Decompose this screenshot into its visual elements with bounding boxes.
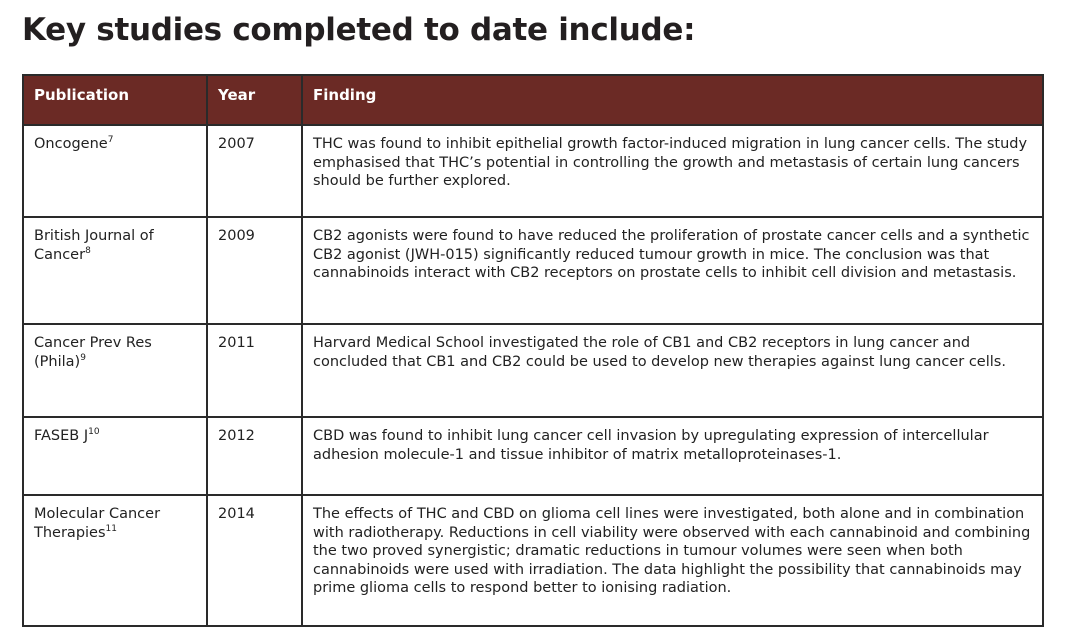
publication-cell [23, 217, 207, 324]
publication-cell [23, 324, 207, 417]
reference-number: 10 [88, 427, 100, 438]
year-cell: 2014 [207, 495, 302, 626]
publication-cell [23, 125, 207, 217]
year-cell: 2009 [207, 217, 302, 324]
publication-name: British Journal of Cancer [34, 228, 154, 263]
finding-cell: The effects of THC and CBD on glioma cell lines were investigated, both alone and in combination with radiotherapy. Reductions in cell viability were observed with each cannabinoid and combining the two proved synergistic; dramatic reductions in tumour volumes were seen when both cannabinoids were used with irradiation. The data highlight the possibility that cannabinoids may prime glioma cells to respond better to ionising radiation. [302, 495, 1043, 626]
table-row [23, 324, 1043, 417]
reference-number: 9 [80, 352, 86, 363]
publication-name: Cancer Prev Res (Phila) [34, 335, 152, 370]
studies-table [22, 74, 1044, 627]
table-header-row [23, 75, 1043, 125]
finding-cell: THC was found to inhibit epithelial growth factor-induced migration in lung cancer cells. The study emphasised that THC’s potential in controlling the growth and metastasis of certain lung cancers should be further explored. [302, 125, 1043, 217]
year-cell: 2007 [207, 125, 302, 217]
column-header-finding: Finding [302, 75, 1043, 125]
finding-cell: CB2 agonists were found to have reduced the proliferation of prostate cancer cells and a synthetic CB2 agonist (JWH-015) significantly reduced tumour growth in mice. The conclusion was that cannabinoids interact with CB2 receptors on prostate cells to inhibit cell division and metastasis. [302, 217, 1043, 324]
column-header-publication: Publication [23, 75, 207, 125]
table-row [23, 217, 1043, 324]
publication-name: Molecular Cancer Therapies [34, 506, 161, 541]
reference-number: 11 [105, 523, 117, 534]
table-row [23, 125, 1043, 217]
finding-cell: Harvard Medical School investigated the role of CB1 and CB2 receptors in lung cancer and concluded that CB1 and CB2 could be used to develop new therapies against lung cancer cells. [302, 324, 1043, 417]
publication-cell [23, 417, 207, 495]
publication-cell [23, 495, 207, 626]
finding-cell: CBD was found to inhibit lung cancer cell invasion by upregulating expression of intercellular adhesion molecule-1 and tissue inhibitor of matrix metalloproteinases-1. [302, 417, 1043, 495]
table-row [23, 417, 1043, 495]
reference-number: 7 [107, 135, 114, 146]
year-cell: 2011 [207, 324, 302, 417]
year-cell: 2012 [207, 417, 302, 495]
publication-name: FASEB J [34, 428, 89, 444]
reference-number: 8 [85, 245, 91, 256]
column-header-year: Year [207, 75, 302, 125]
table-row [23, 495, 1043, 626]
page-heading: Key studies completed to date include: [22, 12, 696, 48]
publication-name: Oncogene [34, 136, 108, 152]
